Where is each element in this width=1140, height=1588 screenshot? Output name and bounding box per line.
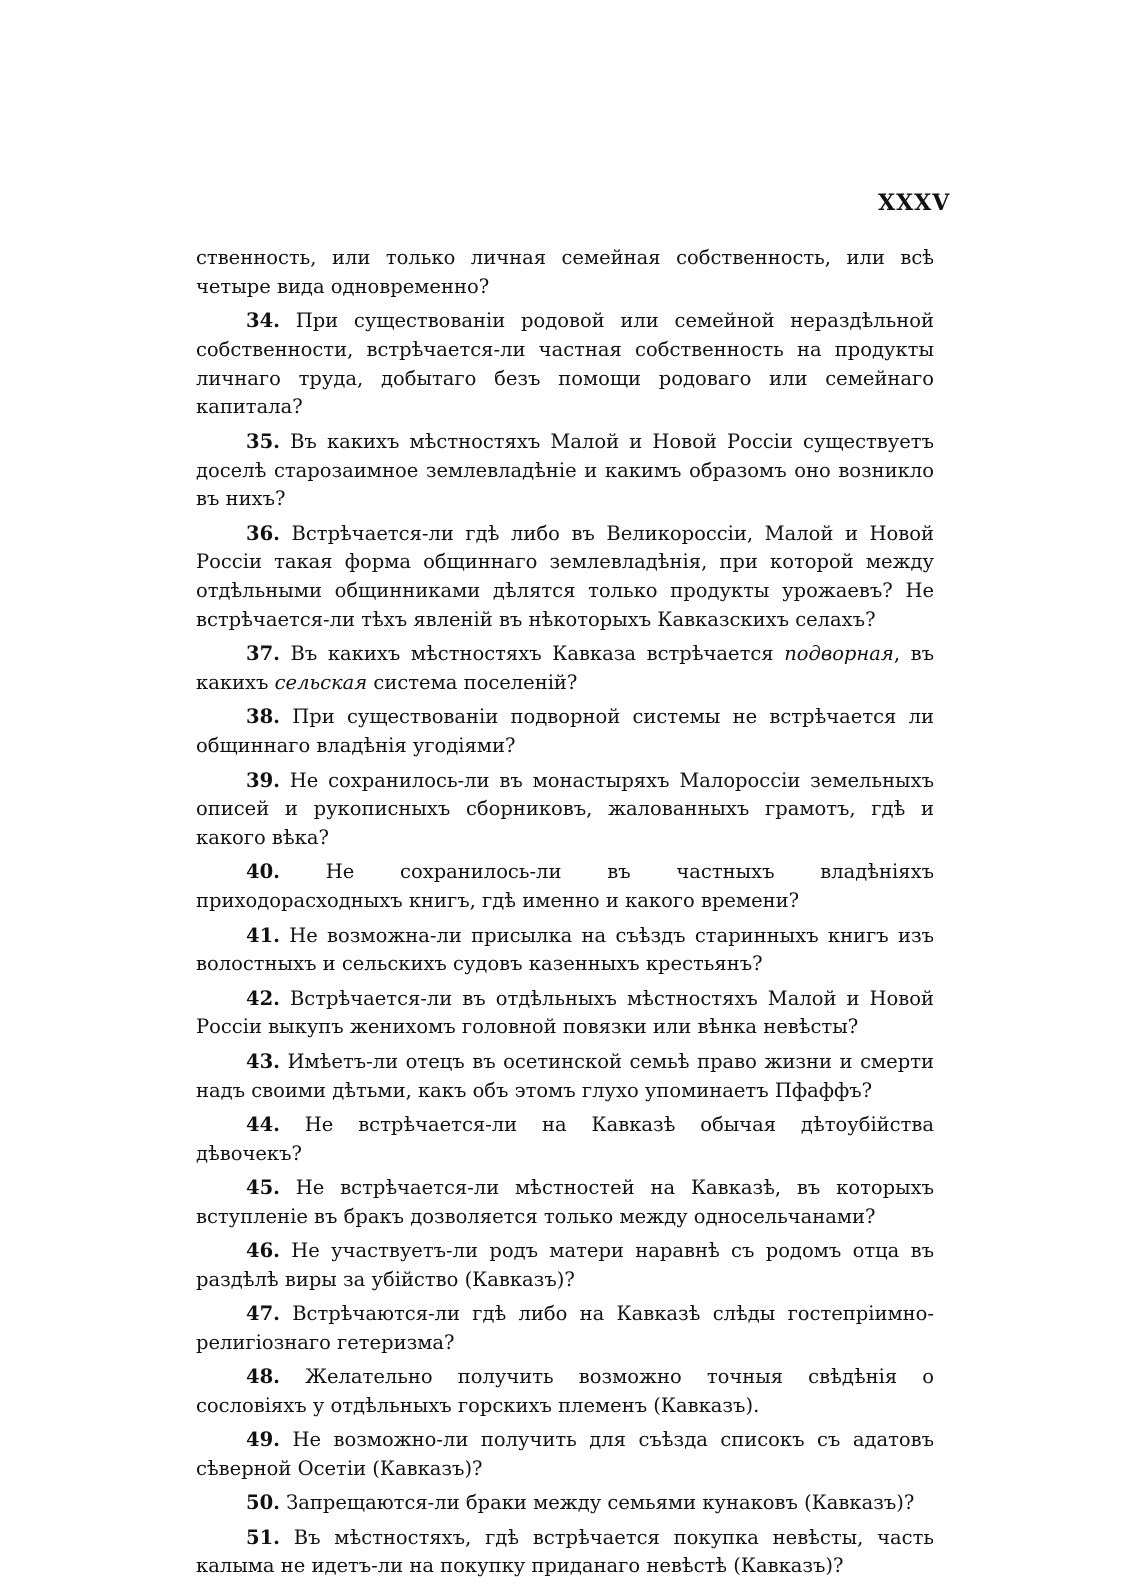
question-text: Не возможна-ли присылка на съѣздъ старинныхъ книгъ изъ волостныхъ и сельскихъ судовъ казенныхъ крестьянъ? <box>196 923 935 976</box>
question-text: Не сохранилось-ли въ монастыряхъ Малороссіи земельныхъ описей и рукописныхъ сборниковъ, жалованныхъ грамотъ, гдѣ и какого вѣка? <box>196 768 934 850</box>
question-number: 45. <box>246 1175 280 1199</box>
question-49 <box>196 1426 934 1484</box>
question-text: Въ мѣстностяхъ, гдѣ встрѣчается покупка невѣсты, часть калыма не идетъ-ли на покупку приданаго невѣстѣ (Кавказъ)? <box>196 1525 934 1578</box>
question-number: 44. <box>246 1112 280 1136</box>
question-number: 42. <box>246 986 280 1010</box>
question-40 <box>196 858 934 916</box>
question-number: 50. <box>246 1491 280 1515</box>
questions-text <box>196 244 934 1587</box>
question-46 <box>196 1237 934 1295</box>
question-number: 49. <box>246 1428 280 1452</box>
question-number: 47. <box>246 1302 280 1326</box>
question-34 <box>196 307 934 422</box>
question-number: 41. <box>246 923 280 947</box>
question-text: Не сохранилось-ли въ частныхъ владѣніяхъ приходорасходныхъ книгъ, гдѣ именно и какого времени? <box>196 860 934 913</box>
question-text: Не встрѣчается-ли на Кавказѣ обычая дѣтоубійства дѣвочекъ? <box>196 1112 934 1165</box>
question-35 <box>196 428 934 514</box>
question-41 <box>196 922 934 980</box>
question-text: Не участвуетъ-ли родъ матери наравнѣ съ родомъ отца въ раздѣлѣ виры за убійство (Кавказъ)? <box>196 1239 934 1291</box>
question-45 <box>196 1174 934 1232</box>
question-number: 43. <box>246 1049 280 1073</box>
question-text-part: система поселеній? <box>367 671 578 695</box>
question-39 <box>196 767 934 853</box>
question-number: 34. <box>246 309 280 333</box>
question-text-part: , въ какихъ <box>196 642 934 695</box>
question-text: Встрѣчаются-ли гдѣ либо на Кавказѣ слѣды гостепріимно-религіознаго гетеризма? <box>196 1302 934 1354</box>
question-text: При существованіи подворной системы не встрѣчается ли общиннаго владѣнія угодіями? <box>196 705 935 758</box>
question-text: При существованіи родовой или семейной нераздѣльной собственности, встрѣчается-ли частная собственность на продукты личнаго труда, добытаго безъ помощи родоваго или семейнаго капитала? <box>196 309 934 419</box>
question-42 <box>196 985 934 1043</box>
question-number: 36. <box>246 521 280 545</box>
question-44 <box>196 1111 934 1169</box>
question-text: Встрѣчается-ли гдѣ либо въ Великороссіи, Малой и Новой Россіи такая форма общиннаго землевладѣнія, при которой между отдѣльными общинниками дѣлятся только продукты урожаевъ? Не встрѣчается-ли тѣхъ явленій въ нѣкоторыхъ Кавказскихъ селахъ? <box>196 521 935 632</box>
paragraph-continuation <box>196 244 934 302</box>
question-47 <box>196 1300 934 1358</box>
paragraph-text: ственность, или только личная семейная собственность, или всѣ четыре вида одновременно? <box>196 246 934 298</box>
emphasized-term: подворная <box>784 642 894 666</box>
question-38 <box>196 703 934 761</box>
question-51 <box>196 1524 934 1582</box>
question-36 <box>196 520 934 635</box>
question-text: Встрѣчается-ли въ отдѣльныхъ мѣстностяхъ Малой и Новой Россіи выкупъ женихомъ головной повязки или вѣнка невѣсты? <box>196 986 935 1039</box>
question-50 <box>196 1489 934 1518</box>
question-text: Не возможно-ли получить для съѣзда списокъ съ адатовъ сѣверной Осетіи (Кавказъ)? <box>196 1428 934 1481</box>
question-number: 35. <box>246 429 280 453</box>
page-number: XXXV <box>878 190 951 216</box>
question-48 <box>196 1363 934 1421</box>
question-text: Имѣетъ-ли отецъ въ осетинской семьѣ право жизни и смерти надъ своими дѣтьми, какъ объ этомъ глухо упоминаетъ Пфаффъ? <box>196 1049 934 1102</box>
question-number: 40. <box>246 860 280 884</box>
question-number: 39. <box>246 768 280 792</box>
question-number: 46. <box>246 1239 280 1262</box>
question-text: Желательно получить возможно точныя свѣдѣнія о сословіяхъ у отдѣльныхъ горскихъ племенъ (Кавказъ). <box>196 1365 935 1417</box>
question-43 <box>196 1048 934 1106</box>
question-number: 51. <box>246 1525 280 1549</box>
question-text: Въ какихъ мѣстностяхъ Малой и Новой Россіи существуетъ доселѣ старозаимное землевладѣніе и какимъ образомъ оно возникло въ нихъ? <box>196 429 934 511</box>
question-37 <box>196 640 934 698</box>
question-text-part: Въ какихъ мѣстностяхъ Кавказа встрѣчается <box>290 642 785 666</box>
question-number: 48. <box>246 1365 280 1389</box>
question-number: 37. <box>246 642 280 666</box>
question-number: 38. <box>246 705 280 729</box>
emphasized-term: сельская <box>274 671 368 695</box>
question-text: Запрещаются-ли браки между семьями кунаковъ (Кавказъ)? <box>286 1491 915 1515</box>
question-text: Не встрѣчается-ли мѣстностей на Кавказѣ, въ которыхъ вступленіе въ бракъ дозволяется только между односельчанами? <box>196 1175 935 1228</box>
